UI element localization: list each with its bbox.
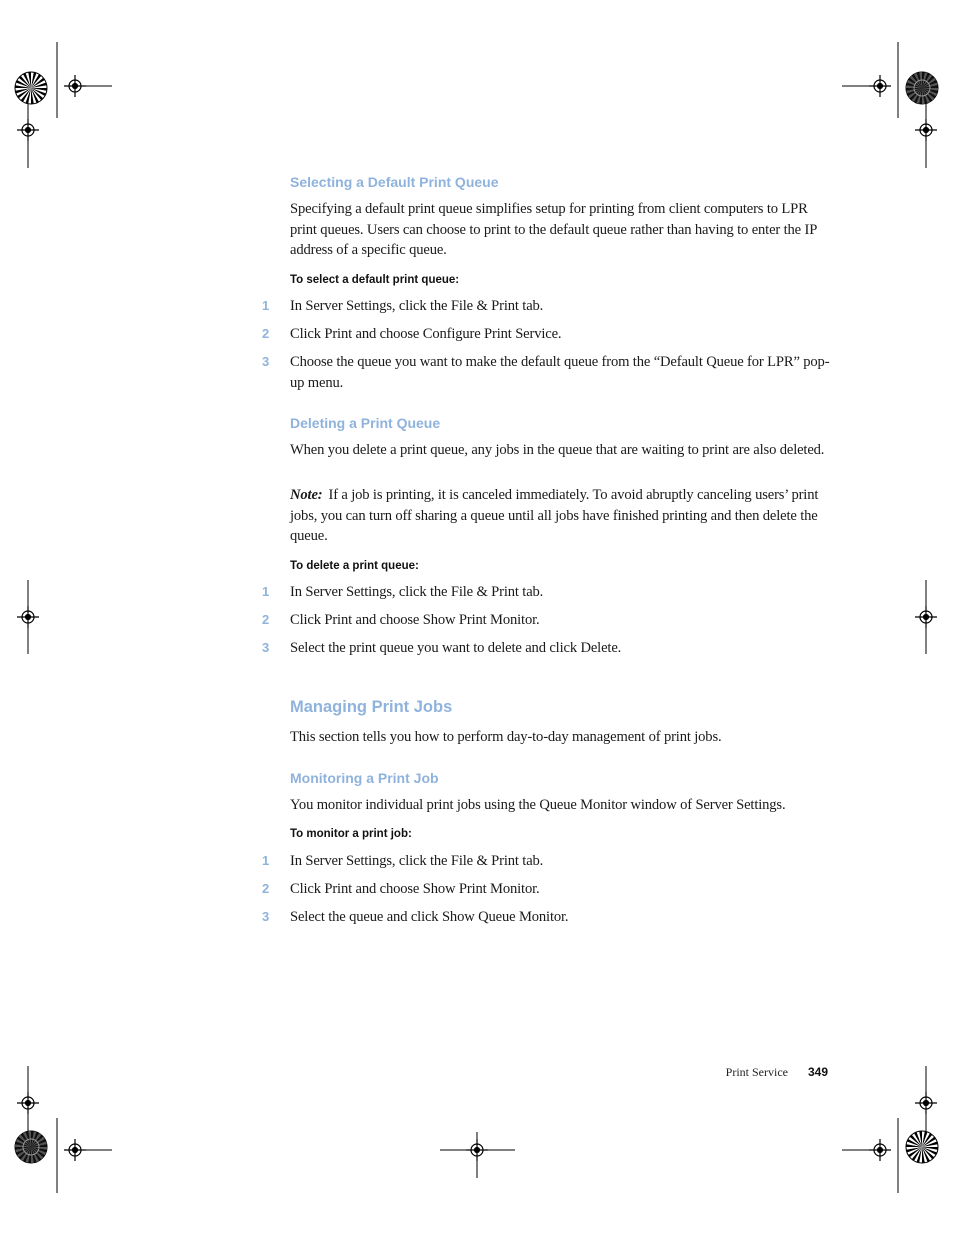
note-label: Note: bbox=[290, 487, 323, 503]
registration-target-icon bbox=[466, 1139, 488, 1161]
step-text: In Server Settings, click the File & Print tab. bbox=[290, 298, 544, 314]
step-number: 1 bbox=[262, 584, 270, 599]
step-number: 1 bbox=[262, 853, 270, 868]
step-number: 3 bbox=[262, 909, 270, 924]
section-heading-managing: Managing Print Jobs bbox=[290, 698, 453, 716]
step-text: Choose the queue you want to make the default queue from the “Default Queue for LPR” pop-up menu. bbox=[290, 354, 830, 391]
delete-queue-paragraph: When you delete a print queue, any jobs in the queue that are waiting to print are also deleted. bbox=[290, 442, 825, 458]
default-queue-paragraph: Specifying a default print queue simplifies setup for printing from client computers to LPR print queues. Users can choose to print to the default queue rather than having to enter the IP address of a specific queue. bbox=[290, 201, 817, 258]
registration-starburst-icon bbox=[906, 72, 938, 104]
registration-target-icon bbox=[915, 1092, 937, 1114]
step-number: 3 bbox=[262, 640, 270, 655]
procedure-title-default-queue: To select a default print queue: bbox=[290, 274, 460, 286]
registration-target-icon bbox=[17, 119, 39, 141]
registration-starburst-icon bbox=[15, 1131, 47, 1163]
registration-target-icon bbox=[64, 75, 86, 97]
step-text: Click Print and choose Configure Print Service. bbox=[290, 326, 562, 342]
section-heading-default-queue: Selecting a Default Print Queue bbox=[290, 174, 499, 190]
procedure-title-delete-queue: To delete a print queue: bbox=[290, 560, 419, 572]
step-text: Click Print and choose Show Print Monitor. bbox=[290, 612, 540, 628]
footer-chapter-title: Print Service bbox=[725, 1065, 788, 1079]
registration-target-icon bbox=[869, 75, 891, 97]
page-number: 349 bbox=[808, 1065, 829, 1079]
registration-target-icon bbox=[915, 119, 937, 141]
step-text: Select the queue and click Show Queue Monitor. bbox=[290, 909, 569, 925]
managing-paragraph: This section tells you how to perform day-to-day management of print jobs. bbox=[290, 729, 722, 745]
procedure-title-monitoring: To monitor a print job: bbox=[290, 828, 412, 840]
step-number: 2 bbox=[262, 612, 270, 627]
registration-target-icon bbox=[17, 606, 39, 628]
step-text: Click Print and choose Show Print Monitor. bbox=[290, 881, 540, 897]
step-number: 2 bbox=[262, 881, 270, 896]
step-number: 1 bbox=[262, 298, 270, 313]
step-text: In Server Settings, click the File & Print tab. bbox=[290, 584, 544, 600]
note-text: If a job is printing, it is canceled immediately. To avoid abruptly canceling users’ print jobs, you can turn off sharing a queue until all jobs have finished printing and then delete the queue. bbox=[290, 487, 819, 544]
registration-target-icon bbox=[915, 606, 937, 628]
registration-starburst-icon bbox=[906, 1131, 938, 1163]
registration-target-icon bbox=[64, 1139, 86, 1161]
registration-starburst-icon bbox=[15, 72, 47, 104]
step-text: Select the print queue you want to delete and click Delete. bbox=[290, 640, 622, 656]
step-number: 2 bbox=[262, 326, 270, 341]
registration-target-icon bbox=[17, 1092, 39, 1114]
section-heading-delete-queue: Deleting a Print Queue bbox=[290, 415, 441, 431]
registration-target-icon bbox=[869, 1139, 891, 1161]
step-number: 3 bbox=[262, 354, 270, 369]
step-text: In Server Settings, click the File & Print tab. bbox=[290, 853, 544, 869]
note-paragraph bbox=[290, 485, 830, 547]
monitoring-paragraph: You monitor individual print jobs using the Queue Monitor window of Server Settings. bbox=[290, 797, 786, 813]
section-heading-monitoring: Monitoring a Print Job bbox=[290, 770, 439, 786]
